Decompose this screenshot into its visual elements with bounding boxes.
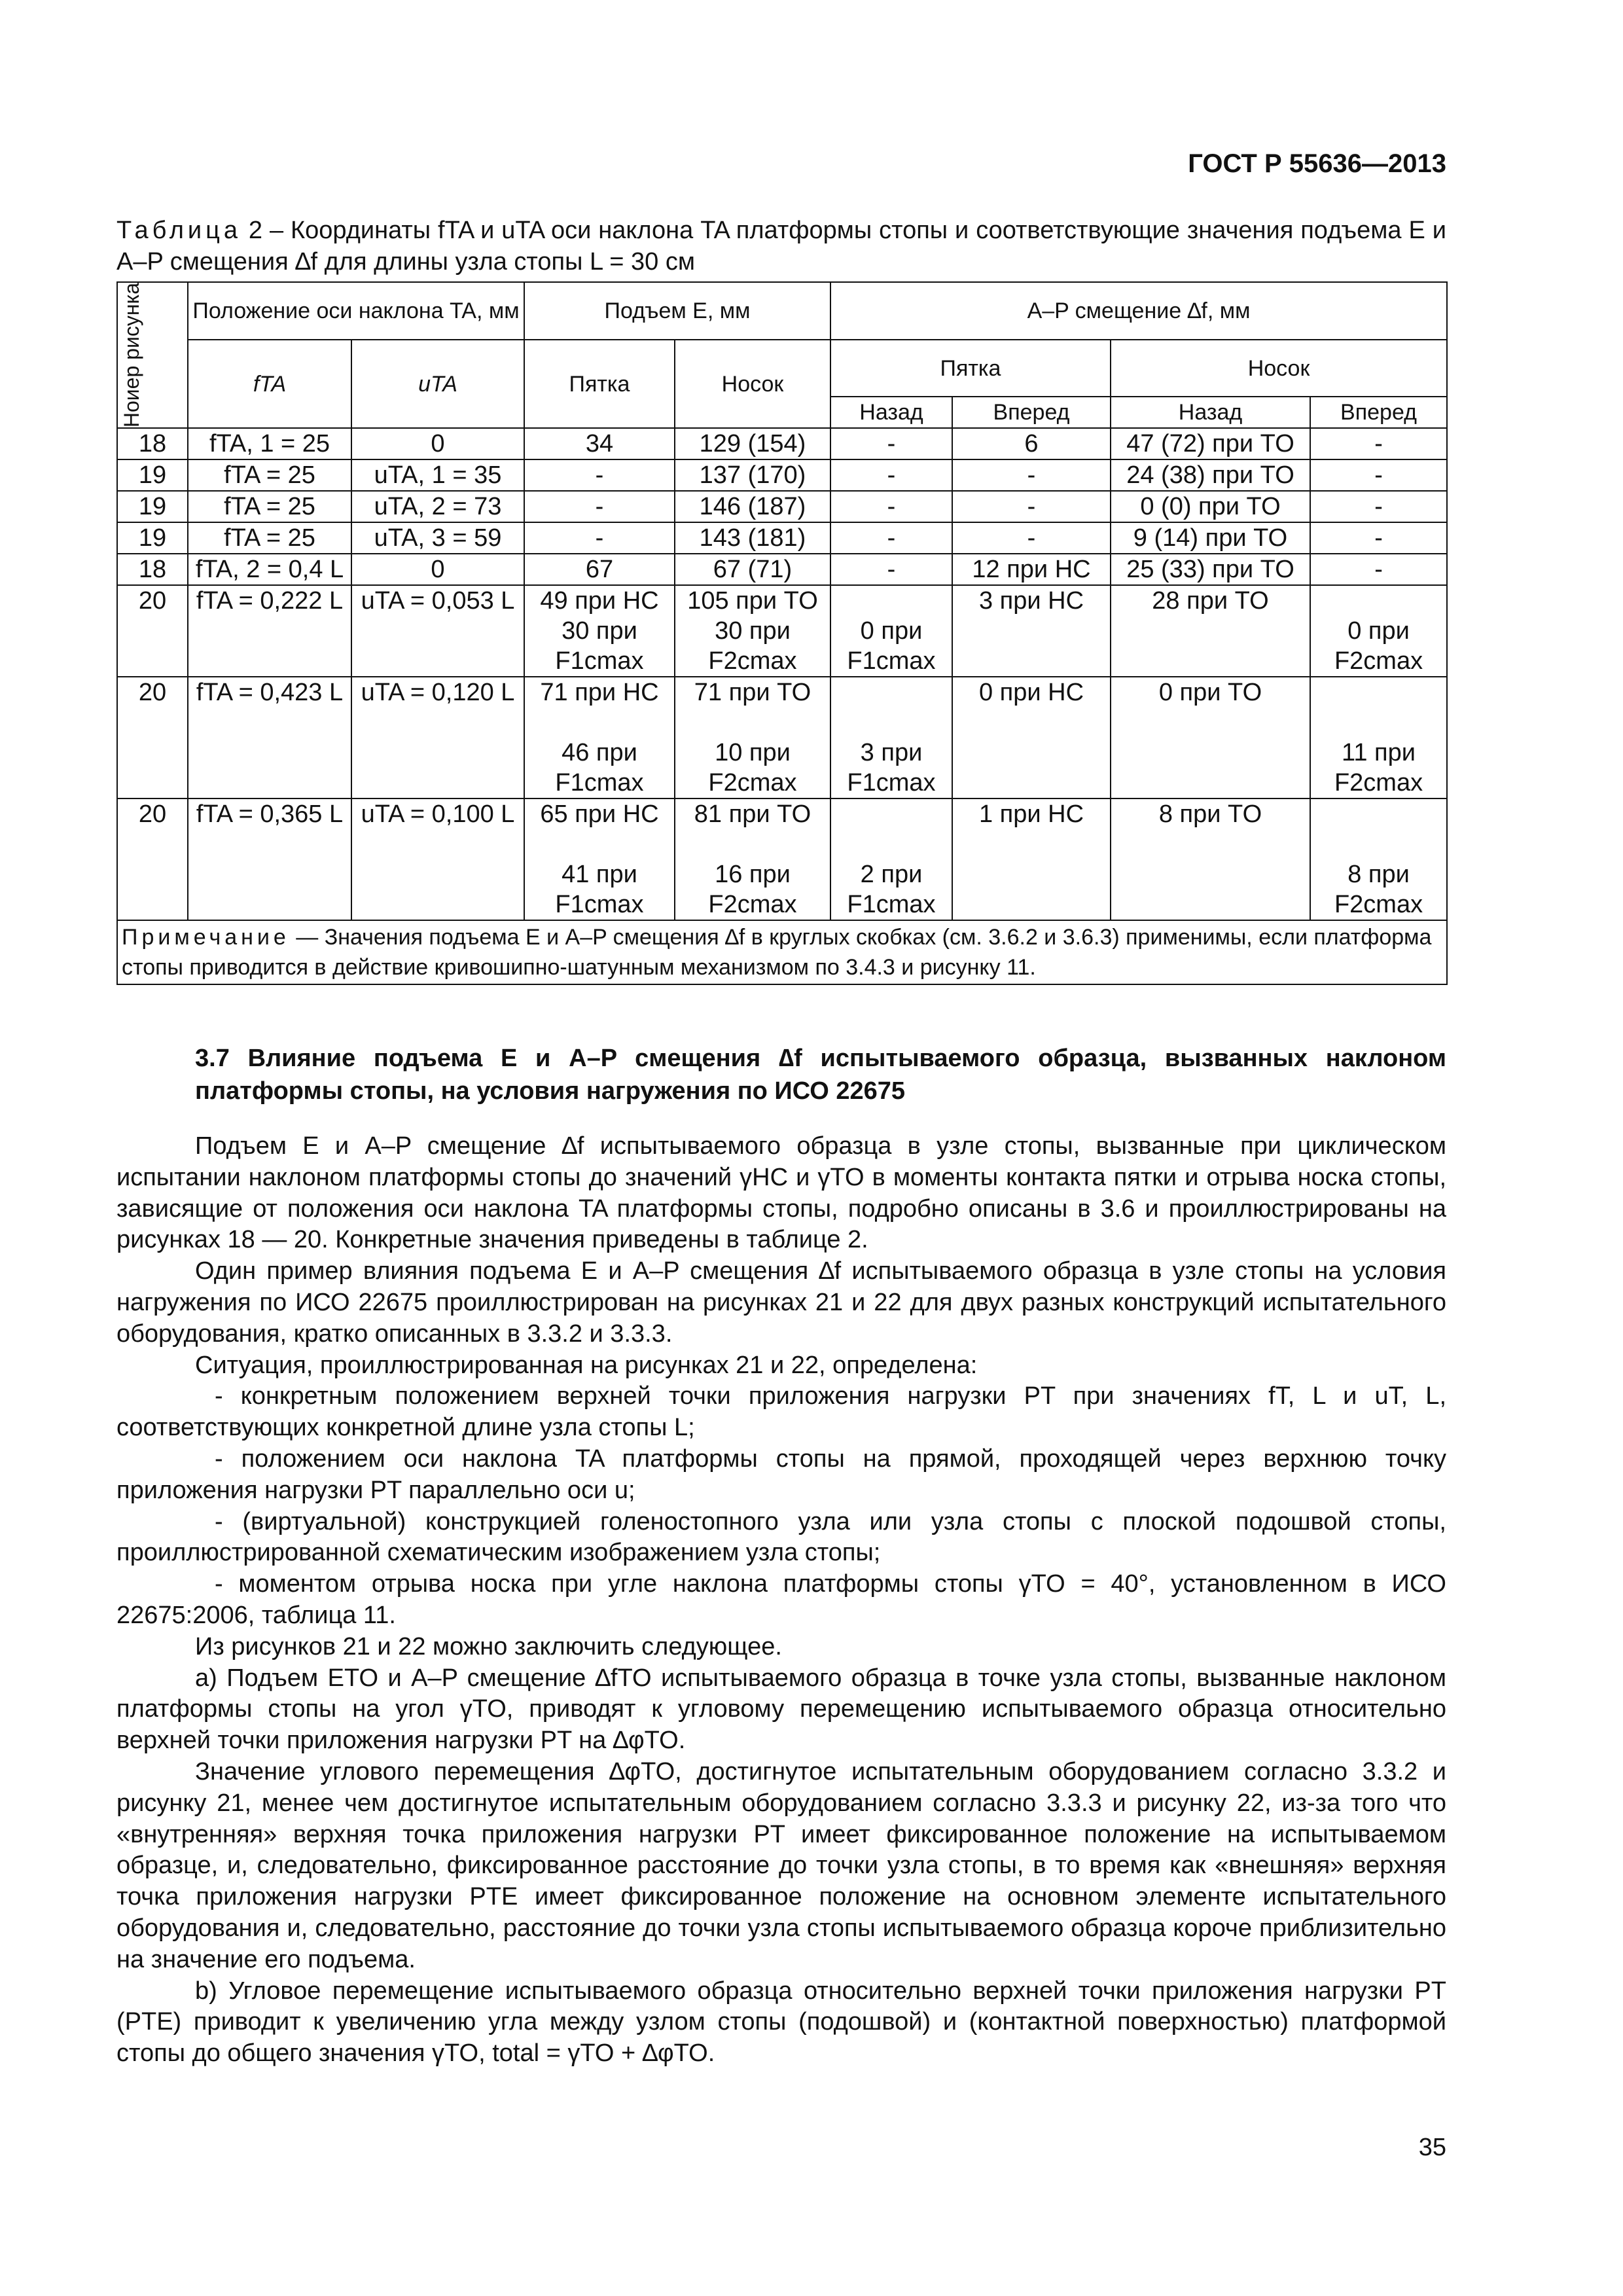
table-cell: 12 при HC — [952, 554, 1111, 585]
paragraph: Ситуация, проиллюстрированная на рисунках 21 и 22, определена: — [195, 1351, 978, 1379]
list-item: - положением оси наклона TA платформы стопы на прямой, проходящей через верхнюю точку приложения нагрузки PT параллельно оси u; — [116, 1444, 1446, 1504]
table-cell: fTA = 0,423 L — [188, 677, 351, 798]
table-cell: 146 (187) — [675, 491, 830, 522]
table-cell: 19 — [117, 522, 188, 554]
table-cell: 20 — [117, 585, 188, 677]
table-cell: 19 — [117, 459, 188, 491]
note-text: — Значения подъема E и A–P смещения ∆f в круглых скобках (см. 3.6.2 и 3.6.3) применимы, если платформа стопы приводится в действие кривошипно-шатунным механизмом по 3.4.3 и рисунку 11. — [122, 925, 1432, 980]
table-row — [117, 798, 1447, 920]
col-toe-group: Носок — [1111, 340, 1447, 397]
table-cell: 6 — [952, 428, 1111, 459]
col-heel-forward: Вперед — [952, 397, 1111, 428]
table-cell: 28 при TO — [1111, 585, 1310, 677]
table-cell: 0 при HC — [952, 677, 1111, 798]
body-text — [116, 1131, 1446, 2070]
table-cell: - — [830, 428, 952, 459]
table-cell: uTA, 1 = 35 — [351, 459, 524, 491]
page-number: 35 — [1418, 2134, 1446, 2161]
caption-text: 2 – Координаты fTA и uTA оси наклона TA платформы стопы и соответствующие значения подъема E и A–P смещения ∆f для длины узла стопы L = 30 см — [116, 217, 1446, 276]
col-toe-forward: Вперед — [1310, 397, 1447, 428]
table-row — [117, 677, 1447, 798]
table-cell: 3 при HC — [952, 585, 1111, 677]
data-table — [116, 281, 1448, 985]
col-heel-back: Назад — [830, 397, 952, 428]
table-cell: - — [830, 522, 952, 554]
table-cell: uTA = 0,120 L — [351, 677, 524, 798]
table-row — [117, 554, 1447, 585]
col-axis-position: Положение оси наклона TA, мм — [188, 282, 524, 340]
table-cell: 105 при TO 30 при F2cmax — [675, 585, 830, 677]
document-page — [116, 0, 1446, 2296]
table-cell: - — [1310, 491, 1447, 522]
table-row — [117, 459, 1447, 491]
table-cell: 34 — [524, 428, 675, 459]
table-row — [117, 585, 1447, 677]
paragraph: Из рисунков 21 и 22 можно заключить следующее. — [195, 1632, 782, 1660]
table-cell: 18 — [117, 428, 188, 459]
list-item: - конкретным положением верхней точки приложения нагрузки PT при значениях fT, L и uT, L, соответствующих конкретной длине узла стопы L; — [116, 1382, 1446, 1442]
table-body — [117, 428, 1447, 920]
table-cell: 2 при F1cmax — [830, 798, 952, 920]
table-cell: fTA = 25 — [188, 491, 351, 522]
standard-header: ГОСТ Р 55636—2013 — [1188, 149, 1446, 178]
col-toe-back: Назад — [1111, 397, 1310, 428]
table-note — [117, 920, 1447, 984]
col-figure-number: Ноиер рисунка — [117, 282, 188, 428]
table-cell: fTA, 2 = 0,4 L — [188, 554, 351, 585]
col-heel-group: Пятка — [830, 340, 1111, 397]
table-cell: - — [1310, 459, 1447, 491]
table-cell: 8 при TO — [1111, 798, 1310, 920]
table-cell: fTA = 25 — [188, 459, 351, 491]
table-cell: fTA, 1 = 25 — [188, 428, 351, 459]
table-cell: uTA, 3 = 59 — [351, 522, 524, 554]
table-caption — [116, 215, 1446, 278]
table-cell: 0 — [351, 554, 524, 585]
table-cell: - — [524, 459, 675, 491]
col-toe: Носок — [675, 340, 830, 428]
col-lift: Подъем E, мм — [524, 282, 830, 340]
section-title: 3.7 Влияние подъема E и A–P смещения ∆f испытываемого образца, вызванных наклоном платформы стопы, на условия нагружения по ИСО 22675 — [195, 1045, 1446, 1105]
paragraph: Подъем E и A–P смещение ∆f испытываемого образца в узле стопы, вызванные при циклическом испытании наклоном платформы стопы до значений γHC и γTO в моменты контакта пятки и отрыва носка стопы, зависящие от положения оси наклона TA платформы стопы, подробно описаны в 3.6 и проиллюстрированы на рисунках 18 — 20. Конкретные значения приведены в таблице 2. — [116, 1132, 1446, 1254]
table-cell: 0 (0) при TO — [1111, 491, 1310, 522]
table-cell: 47 (72) при TO — [1111, 428, 1310, 459]
table-cell: uTA = 0,053 L — [351, 585, 524, 677]
table-cell: 0 при F1cmax — [830, 585, 952, 677]
table-cell: uTA, 2 = 73 — [351, 491, 524, 522]
table-cell: 0 — [351, 428, 524, 459]
table-cell: 137 (170) — [675, 459, 830, 491]
col-uta: uTA — [351, 340, 524, 428]
table-cell: 65 при HC 41 при F1cmax — [524, 798, 675, 920]
caption-label: Таблица — [116, 217, 241, 244]
table-cell: 11 при F2cmax — [1310, 677, 1447, 798]
table-cell: 71 при HC 46 при F1cmax — [524, 677, 675, 798]
paragraph: Один пример влияния подъема E и A–P смещения ∆f испытываемого образца в узле стопы на условия нагружения по ИСО 22675 проиллюстрирован на рисунках 21 и 22 для двух разных конструкций испытательного оборудования, кратко описанных в 3.3.2 и 3.3.3. — [116, 1257, 1446, 1348]
table-cell: 20 — [117, 677, 188, 798]
table-row — [117, 522, 1447, 554]
table-cell: 25 (33) при TO — [1111, 554, 1310, 585]
col-fta: fTA — [188, 340, 351, 428]
list-item: - моментом отрыва носка при угле наклона платформы стопы γTO = 40°, установленном в ИСО 22675:2006, таблица 11. — [116, 1570, 1446, 1629]
table-cell: - — [952, 522, 1111, 554]
list-item: - (виртуальной) конструкцией голеностопного узла или узла стопы с плоской подошвой стопы, проиллюстрированной схематическим изображением узла стопы; — [116, 1507, 1446, 1567]
table-cell: 71 при TO 10 при F2cmax — [675, 677, 830, 798]
table-cell: 81 при TO 16 при F2cmax — [675, 798, 830, 920]
table-cell: - — [952, 491, 1111, 522]
table-cell: fTA = 0,365 L — [188, 798, 351, 920]
table-cell: 3 при F1cmax — [830, 677, 952, 798]
table-cell: 24 (38) при TO — [1111, 459, 1310, 491]
table-cell: - — [524, 491, 675, 522]
table-cell: - — [830, 554, 952, 585]
table-cell: - — [1310, 522, 1447, 554]
table-cell: - — [1310, 554, 1447, 585]
col-shift: A–P смещение ∆f, мм — [830, 282, 1447, 340]
table-cell: 8 при F2cmax — [1310, 798, 1447, 920]
table-cell: - — [952, 459, 1111, 491]
table-cell: 1 при HC — [952, 798, 1111, 920]
table-cell: 129 (154) — [675, 428, 830, 459]
table-cell: 67 (71) — [675, 554, 830, 585]
paragraph: Значение углового перемещения ∆φTO, достигнутое испытательным оборудованием согласно 3.3.2 и рисунку 21, менее чем достигнутое испытательным оборудованием согласно 3.3.3 и рисунку 22, из-за того что «внутренняя» верхняя точка приложения нагрузки PT имеет фиксированное положение на испытываемом образце, и, следовательно, фиксированное расстояние до точки узла стопы, в то время как «внешняя» верхняя точка приложения нагрузки PTE имеет фиксированное положение на основном элементе испытательного оборудования и, следовательно, расстояние до точки узла стопы испытываемого образца короче приблизительно на значение его подъема. — [116, 1757, 1446, 1973]
paragraph: a) Подъем ETO и A–P смещение ∆fTO испытываемого образца в точке узла стопы, вызванные наклоном платформы стопы на угол γTO, приводят к угловому перемещению испытываемого образца относительно верхней точки приложения нагрузки PT на ∆φTO. — [116, 1664, 1446, 1755]
table-cell: 9 (14) при TO — [1111, 522, 1310, 554]
table-cell: 18 — [117, 554, 188, 585]
paragraph: b) Угловое перемещение испытываемого образца относительно верхней точки приложения нагрузки PT (PTE) приводит к увеличению угла между узлом стопы (подошвой) и (контактной поверхностью) платформой стопы до общего значения γTO, total = γTO + ∆φTO. — [116, 1977, 1446, 2068]
table-cell: uTA = 0,100 L — [351, 798, 524, 920]
table-cell: - — [830, 459, 952, 491]
table-cell: 143 (181) — [675, 522, 830, 554]
table-cell: - — [1310, 428, 1447, 459]
note-label: Примечание — [122, 925, 290, 950]
table-cell: fTA = 0,222 L — [188, 585, 351, 677]
table-cell: fTA = 25 — [188, 522, 351, 554]
table-cell: - — [524, 522, 675, 554]
table-cell: 67 — [524, 554, 675, 585]
table-cell: 0 при TO — [1111, 677, 1310, 798]
table-cell: 0 при F2cmax — [1310, 585, 1447, 677]
table-row — [117, 491, 1447, 522]
table-cell: 49 при HC 30 при F1cmax — [524, 585, 675, 677]
table-cell: - — [830, 491, 952, 522]
col-heel: Пятка — [524, 340, 675, 428]
table-cell: 20 — [117, 798, 188, 920]
table-cell: 19 — [117, 491, 188, 522]
table-row — [117, 428, 1447, 459]
